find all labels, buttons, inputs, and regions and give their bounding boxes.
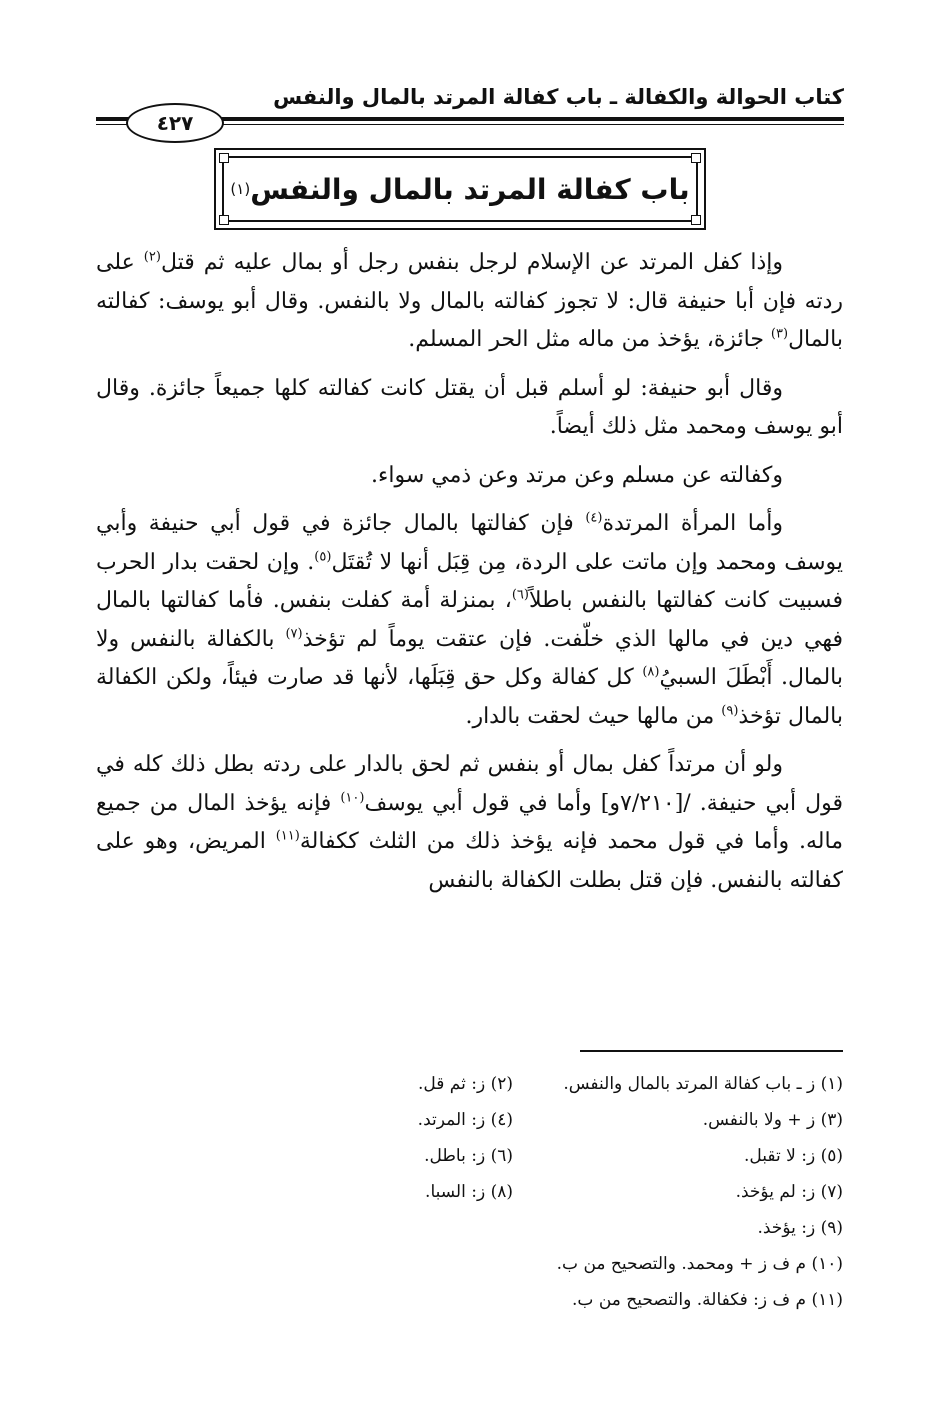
text-run: فإن كفالتها بالمال جائزة في قول أبي حنيفة وأبي يوسف ومحمد وإن ماتت على الردة، مِن قِبَل أنها لا تُقتَل bbox=[96, 511, 843, 575]
footnote-6: (٦) ز: باطل. bbox=[424, 1146, 513, 1166]
footnote-7: (٧) ز: لم يؤخذ. bbox=[735, 1182, 843, 1202]
footnote-ref: (١) bbox=[230, 180, 251, 198]
footnote-2: (٢) ز: ثم قل. bbox=[417, 1074, 513, 1094]
paragraph-2: وقال أبو حنيفة: لو أسلم قبل أن يقتل كانت كفالته كلها جميعاً جائزة. وقال أبو يوسف ومحمد مثل ذلك أيضاً. bbox=[96, 375, 843, 439]
footnote-ref: (٣) bbox=[770, 326, 789, 342]
text-run: على ردته فإن أبا حنيفة قال: لا تجوز كفالته بالمال ولا بالنفس. وقال أبو يوسف: كفالته بالمال bbox=[96, 250, 843, 352]
footnote-3: (٣) ز + ولا بالنفس. bbox=[702, 1110, 843, 1130]
chapter-title bbox=[216, 150, 704, 228]
footnote-4: (٤) ز: المرتد. bbox=[417, 1110, 513, 1130]
footnote-ref: (٢) bbox=[143, 249, 161, 265]
text-run: ، بمنزلة أمة كفلت بنفس. فأما كفالتها بالمال فهي دين في مالها الذي خلّفت. فإن عتقت يوماً لم تؤخذ bbox=[96, 588, 843, 652]
text-run: جائزة، يؤخذ من ماله مثل الحر المسلم. bbox=[408, 327, 771, 352]
footnote-separator bbox=[580, 1050, 843, 1052]
text-run: من مالها حيث لحقت بالدار. bbox=[465, 703, 722, 729]
running-header: كتاب الحوالة والكفالة ـ باب كفالة المرتد بالمال والنفس bbox=[273, 85, 844, 109]
footnote-row bbox=[280, 1174, 843, 1210]
paragraph-4 bbox=[96, 505, 843, 736]
footnote-11: (١١) م ف ز: فكفالة. والتصحيح من ب. bbox=[572, 1290, 843, 1310]
footnote-1: (١) ز ـ باب كفالة المرتد بالمال والنفس. bbox=[563, 1074, 843, 1094]
body-text bbox=[96, 244, 843, 910]
text-run: ولو أن مرتداً كفل بمال أو بنفس ثم لحق بالدار على ردته بطل ذلك كله في قول أبي حنيفة. /[٧/٢١٠و] وأما في قول أبي يوسف bbox=[96, 752, 843, 816]
text-run: وإذا كفل المرتد عن الإسلام لرجل بنفس رجل أو بمال عليه ثم قتل bbox=[160, 250, 783, 275]
chapter-title-frame bbox=[214, 148, 706, 230]
footnote-ref: (٥) bbox=[314, 549, 332, 565]
footnote-ref: (٤) bbox=[585, 510, 603, 526]
text-run: فإنه يؤخذ المال من جميع ماله. وأما في قول محمد فإنه يؤخذ ذلك من الثلث ككفالة bbox=[96, 790, 843, 854]
footnote-8: (٨) ز: السبا. bbox=[425, 1182, 513, 1202]
paragraph-5 bbox=[96, 746, 843, 900]
footnote-ref: (١٠) bbox=[340, 790, 365, 806]
footnote-ref: (٩) bbox=[721, 703, 739, 719]
footnote-ref: (٧) bbox=[285, 626, 303, 642]
footnotes bbox=[280, 1066, 843, 1318]
text-run: المريض، وهو على كفالته بالنفس. فإن قتل بطلت الكفالة بالنفس bbox=[96, 829, 843, 893]
text-run: كل كفالة وكل حق قِبَلَها، لأنها قد صارت فيئاً، ولكن الكفالة بالمال تؤخذ bbox=[96, 665, 843, 729]
text-run: وأما المرأة المرتدة bbox=[602, 511, 783, 536]
text-run: بالكفالة بالنفس ولا بالمال. أَبْطَلَ السبيُ bbox=[96, 626, 843, 690]
footnote-ref: (١١) bbox=[275, 828, 300, 844]
footnote-ref: (٦) bbox=[511, 587, 529, 603]
paragraph-3: وكفالته عن مسلم وعن مرتد وعن ذمي سواء. bbox=[371, 462, 783, 488]
page-number: ٤٢٧ bbox=[126, 103, 224, 143]
paragraph-1 bbox=[96, 244, 843, 360]
footnote-row bbox=[280, 1138, 843, 1174]
text-run: . وإن لحقت بدار الحرب فسبيت كانت كفالتها بالنفس باطلاً bbox=[96, 549, 843, 613]
footnote-9: (٩) ز: يؤخذ. bbox=[757, 1218, 843, 1238]
footnote-ref: (٨) bbox=[642, 664, 660, 680]
footnote-10: (١٠) م ف ز + ومحمد. والتصحيح من ب. bbox=[556, 1254, 843, 1274]
chapter-title-text: باب كفالة المرتد بالمال والنفس bbox=[250, 172, 690, 206]
footnote-row bbox=[280, 1066, 843, 1102]
footnote-5: (٥) ز: لا تقبل. bbox=[744, 1146, 843, 1166]
footnote-row bbox=[280, 1102, 843, 1138]
